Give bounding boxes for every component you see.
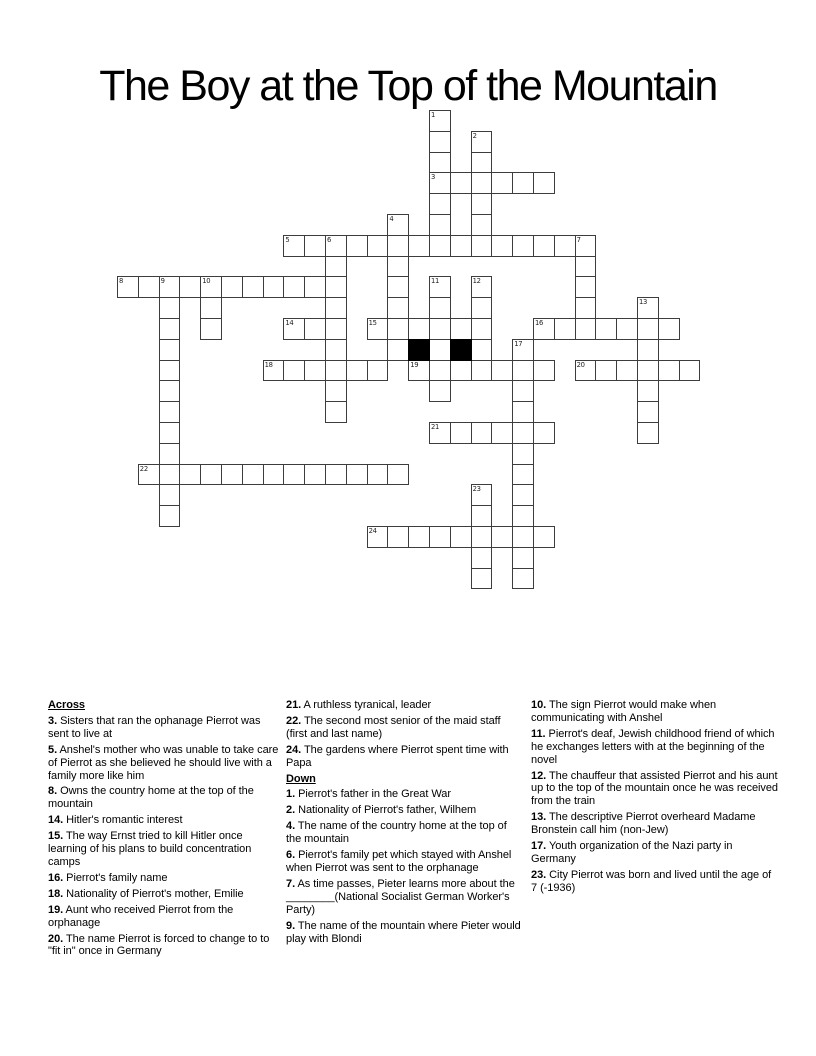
clue-number: 20 — [576, 360, 585, 369]
clue-number: 23. — [531, 868, 547, 881]
grid-cell[interactable] — [575, 276, 597, 298]
grid-cell[interactable] — [512, 464, 534, 486]
clue-number: 14 — [285, 319, 294, 327]
grid-cell[interactable] — [429, 152, 451, 174]
clue-number: 11. — [531, 727, 546, 740]
clue-17: 17. Youth organization of the Nazi party in Germany — [531, 840, 733, 865]
grid-cell[interactable] — [450, 172, 472, 194]
grid-cell[interactable] — [658, 318, 680, 340]
grid-cell[interactable] — [263, 464, 285, 486]
clue-number: 2. — [286, 804, 296, 817]
grid-cell[interactable] — [429, 297, 451, 319]
grid-cell[interactable] — [325, 235, 347, 257]
grid-cell[interactable] — [200, 318, 222, 340]
clue-number: 19 — [410, 360, 419, 369]
grid-cell[interactable] — [533, 235, 555, 257]
grid-cell[interactable] — [159, 505, 181, 527]
grid-cell[interactable] — [637, 380, 659, 402]
clue-22: 22. The second most senior of the maid staff (first and last name) — [286, 714, 501, 740]
grid-cell[interactable] — [367, 464, 389, 486]
down-header: Down — [286, 772, 316, 785]
clue-number: 9 — [160, 277, 165, 286]
clue-19: 19. Aunt who received Pierrot from the orphanage — [48, 903, 234, 929]
grid-cell[interactable] — [159, 318, 181, 340]
puzzle-title: The Boy at the Top of the Mountain — [99, 61, 717, 110]
grid-cell-black — [450, 339, 472, 361]
grid-cell[interactable] — [471, 214, 493, 236]
grid-cell[interactable] — [512, 172, 534, 194]
grid-cell[interactable] — [491, 172, 513, 194]
grid-cell[interactable] — [512, 443, 534, 465]
grid-cell[interactable] — [367, 235, 389, 257]
grid-cell[interactable] — [429, 318, 451, 340]
grid-cell[interactable] — [471, 422, 493, 444]
grid-cell[interactable] — [387, 256, 409, 278]
clue-6: 6. Pierrot's family pet which stayed with Anshel when Pierrot was sent to the orphanage — [286, 849, 512, 874]
grid-cell[interactable] — [408, 360, 430, 382]
grid-cell[interactable] — [325, 360, 347, 382]
grid-cell[interactable] — [637, 422, 659, 444]
clue-number: 15. — [48, 830, 64, 843]
clue-20: 20. The name Pierrot is forced to change to to "fit in" once in Germany — [48, 932, 270, 958]
grid-cell[interactable] — [138, 464, 160, 486]
clue-12: 12. The chauffeur that assisted Pierrot and his aunt up to the top of the mountain once he was received from the train — [531, 769, 778, 808]
clue-16: 16. Pierrot's family name — [48, 871, 168, 884]
clue-number: 6. — [286, 849, 296, 862]
clue-number: 23 — [472, 485, 481, 494]
grid-cell[interactable] — [450, 422, 472, 444]
grid-cell[interactable] — [533, 318, 555, 340]
clue-number: 18. — [48, 887, 64, 900]
grid-cell[interactable] — [429, 380, 451, 402]
grid-cell[interactable] — [159, 360, 181, 382]
grid-cell[interactable] — [346, 235, 368, 257]
clue-number: 8. — [48, 785, 58, 798]
clue-number: 18 — [264, 360, 273, 369]
grid-cell[interactable] — [471, 131, 493, 153]
grid-cell[interactable] — [512, 401, 534, 423]
grid-cell[interactable] — [200, 297, 222, 319]
clue-4: 4. The name of the country home at the top of the mountain — [286, 820, 507, 846]
grid-cell[interactable] — [325, 380, 347, 402]
crossword-grid — [117, 110, 701, 590]
grid-cell[interactable] — [408, 235, 430, 257]
grid-cell[interactable] — [616, 360, 638, 382]
clue-number: 15 — [368, 319, 377, 327]
grid-cell[interactable] — [471, 505, 493, 527]
clue-column-2 — [286, 699, 524, 948]
grid-cell[interactable] — [159, 276, 181, 298]
clue-21: 21. A ruthless tyranical, leader — [286, 699, 432, 711]
grid-cell[interactable] — [679, 360, 701, 382]
grid-cell[interactable] — [387, 235, 409, 257]
grid-cell[interactable] — [471, 297, 493, 319]
grid-cell[interactable] — [575, 318, 597, 340]
grid-cell[interactable] — [637, 297, 659, 319]
clue-number: 3. — [48, 714, 58, 727]
grid-cell[interactable] — [554, 235, 576, 257]
grid-cell[interactable] — [595, 360, 617, 382]
grid-cell[interactable] — [450, 360, 472, 382]
grid-cell[interactable] — [512, 484, 534, 506]
grid-cell[interactable] — [429, 193, 451, 215]
clue-number: 1 — [431, 111, 436, 119]
grid-cell[interactable] — [429, 131, 451, 153]
clue-number: 9. — [286, 919, 296, 932]
clue-3: 3. Sisters that ran the ophanage Pierrot was sent to live at — [48, 714, 261, 740]
grid-cell[interactable] — [159, 380, 181, 402]
grid-cell[interactable] — [616, 318, 638, 340]
clue-number: 22. — [286, 714, 302, 727]
grid-cell[interactable] — [387, 464, 409, 486]
grid-cell[interactable] — [575, 360, 597, 382]
grid-cell[interactable] — [575, 297, 597, 319]
grid-cell[interactable] — [637, 401, 659, 423]
grid-cell[interactable] — [387, 318, 409, 340]
grid-cell[interactable] — [387, 214, 409, 236]
grid-cell[interactable] — [512, 505, 534, 527]
grid-cell[interactable] — [512, 235, 534, 257]
grid-cell[interactable] — [325, 297, 347, 319]
grid-cell[interactable] — [346, 360, 368, 382]
grid-cell[interactable] — [512, 547, 534, 569]
grid-cell[interactable] — [325, 464, 347, 486]
grid-cell[interactable] — [283, 318, 305, 340]
clue-13: 13. The descriptive Pierrot overheard Madame Bronstein call him (non-Jew) — [531, 811, 756, 837]
grid-cell[interactable] — [491, 360, 513, 382]
clue-8: 8. Owns the country home at the top of the mountain — [48, 785, 254, 811]
grid-cell[interactable] — [200, 464, 222, 486]
grid-cell[interactable] — [471, 318, 493, 340]
grid-cell[interactable] — [429, 422, 451, 444]
grid-cell[interactable] — [408, 526, 430, 548]
grid-cell[interactable] — [595, 318, 617, 340]
clue-1: 1. Pierrot's father in the Great War — [286, 788, 451, 801]
grid-cell[interactable] — [512, 568, 534, 590]
clue-number: 4 — [389, 215, 394, 223]
grid-cell[interactable] — [471, 152, 493, 174]
clue-number: 12. — [531, 769, 547, 782]
grid-cell[interactable] — [471, 568, 493, 590]
grid-cell[interactable] — [221, 464, 243, 486]
grid-cell[interactable] — [429, 214, 451, 236]
grid-cell[interactable] — [325, 401, 347, 423]
grid-cell[interactable] — [471, 547, 493, 569]
grid-cell[interactable] — [263, 276, 285, 298]
grid-cell[interactable] — [533, 172, 555, 194]
grid-cell[interactable] — [367, 318, 389, 340]
grid-cell[interactable] — [429, 360, 451, 382]
grid-cell[interactable] — [450, 235, 472, 257]
grid-cell[interactable] — [637, 339, 659, 361]
grid-cell[interactable] — [304, 360, 326, 382]
clue-14: 14. Hitler's romantic interest — [48, 814, 183, 827]
grid-cell[interactable] — [367, 526, 389, 548]
clue-number: 7 — [576, 235, 581, 244]
clue-number: 21 — [431, 423, 440, 431]
grid-cell[interactable] — [325, 276, 347, 298]
grid-cell[interactable] — [304, 276, 326, 298]
clue-number: 16. — [48, 871, 64, 884]
grid-cell[interactable] — [283, 235, 305, 257]
grid-cell[interactable] — [200, 276, 222, 298]
grid-cell[interactable] — [387, 297, 409, 319]
clue-number: 16 — [535, 319, 544, 327]
grid-cell[interactable] — [159, 401, 181, 423]
grid-cell[interactable] — [533, 526, 555, 548]
grid-cell[interactable] — [117, 276, 139, 298]
clue-number: 5 — [285, 235, 290, 244]
grid-cell[interactable] — [263, 360, 285, 382]
clue-number: 2 — [472, 131, 477, 140]
clue-2: 2. Nationality of Pierrot's father, Wilhem — [286, 804, 477, 817]
grid-cell[interactable] — [325, 318, 347, 340]
grid-cell[interactable] — [159, 443, 181, 465]
grid-cell[interactable] — [408, 318, 430, 340]
clue-number: 17. — [531, 840, 547, 853]
grid-cell-black — [408, 339, 430, 361]
grid-cell[interactable] — [429, 172, 451, 194]
grid-cell[interactable] — [159, 484, 181, 506]
grid-cell[interactable] — [637, 318, 659, 340]
grid-cell[interactable] — [179, 276, 201, 298]
grid-cell[interactable] — [242, 464, 264, 486]
clue-7: 7. As time passes, Pieter learns more about the ________(National Socialist German Worker's Party) — [286, 877, 515, 916]
clue-number: 1. — [286, 788, 296, 801]
grid-cell[interactable] — [367, 360, 389, 382]
clue-number: 3 — [431, 173, 436, 182]
grid-cell[interactable] — [512, 360, 534, 382]
clue-24: 24. The gardens where Pierrot spent time with Papa — [286, 743, 509, 769]
grid-cell[interactable] — [450, 318, 472, 340]
grid-cell[interactable] — [159, 422, 181, 444]
grid-cell[interactable] — [575, 235, 597, 257]
clue-9: 9. The name of the mountain where Pieter would play with Blondi — [286, 919, 521, 945]
clue-number: 19. — [48, 903, 64, 916]
clue-number: 24 — [368, 527, 377, 535]
grid-cell[interactable] — [283, 360, 305, 382]
grid-cell[interactable] — [491, 422, 513, 444]
clue-number: 10 — [202, 277, 211, 286]
grid-cell[interactable] — [637, 360, 659, 382]
grid-cell[interactable] — [512, 526, 534, 548]
grid-cell[interactable] — [325, 339, 347, 361]
grid-cell[interactable] — [512, 339, 534, 361]
clue-column-1 — [48, 699, 284, 961]
clue-number: 5. — [48, 743, 58, 756]
grid-cell[interactable] — [325, 256, 347, 278]
grid-cell[interactable] — [471, 193, 493, 215]
grid-cell[interactable] — [242, 276, 264, 298]
grid-cell[interactable] — [554, 318, 576, 340]
clue-5: 5. Anshel's mother who was unable to take care of Pierrot as she believed he should live with a family more like him — [48, 743, 279, 782]
clue-number: 7. — [286, 877, 296, 890]
grid-cell[interactable] — [304, 318, 326, 340]
grid-cell[interactable] — [471, 172, 493, 194]
grid-cell[interactable] — [471, 235, 493, 257]
grid-cell[interactable] — [512, 380, 534, 402]
grid-cell[interactable] — [533, 422, 555, 444]
clue-number: 24. — [286, 743, 302, 756]
clue-11: 11. Pierrot's deaf, Jewish childhood friend of which he exchanges letters with at the beginning of the novel — [531, 727, 775, 766]
grid-cell[interactable] — [159, 464, 181, 486]
clue-number: 13 — [639, 298, 648, 307]
grid-cell[interactable] — [429, 110, 451, 132]
grid-cell[interactable] — [138, 276, 160, 298]
clue-number: 6 — [327, 235, 332, 244]
grid-cell[interactable] — [471, 360, 493, 382]
grid-cell[interactable] — [429, 526, 451, 548]
clue-number: 14. — [48, 814, 64, 827]
grid-cell[interactable] — [304, 235, 326, 257]
clue-column-3 — [531, 699, 779, 898]
grid-cell[interactable] — [429, 276, 451, 298]
grid-cell[interactable] — [221, 276, 243, 298]
grid-cell[interactable] — [471, 276, 493, 298]
grid-cell[interactable] — [533, 360, 555, 382]
grid-cell[interactable] — [387, 276, 409, 298]
grid-cell[interactable] — [450, 526, 472, 548]
grid-cell[interactable] — [429, 339, 451, 361]
grid-cell[interactable] — [387, 526, 409, 548]
clue-number: 12 — [472, 277, 481, 286]
grid-cell[interactable] — [304, 464, 326, 486]
grid-cell[interactable] — [491, 526, 513, 548]
clue-number: 4. — [286, 820, 296, 833]
clue-10: 10. The sign Pierrot would make when communicating with Anshel — [531, 699, 717, 724]
grid-cell[interactable] — [658, 360, 680, 382]
clue-number: 22 — [139, 464, 148, 473]
clue-number: 11 — [431, 277, 440, 286]
across-header: Across — [48, 699, 85, 711]
clue-15: 15. The way Ernst tried to kill Hitler once learning of his plans to build concentration camps — [48, 830, 252, 868]
grid-cell[interactable] — [387, 339, 409, 361]
clue-number: 8 — [119, 277, 124, 286]
clue-number: 20. — [48, 932, 64, 945]
clue-18: 18. Nationality of Pierrot's mother, Emilie — [48, 887, 244, 900]
grid-cell[interactable] — [159, 297, 181, 319]
grid-cell[interactable] — [471, 339, 493, 361]
grid-cell[interactable] — [471, 526, 493, 548]
grid-cell[interactable] — [179, 464, 201, 486]
grid-cell[interactable] — [471, 484, 493, 506]
grid-cell[interactable] — [512, 422, 534, 444]
grid-cell[interactable] — [283, 276, 305, 298]
clue-23: 23. City Pierrot was born and lived until the age of 7 (-1936) — [531, 868, 772, 894]
grid-cell[interactable] — [159, 339, 181, 361]
clue-number: 10. — [531, 699, 547, 711]
clue-number: 17 — [514, 339, 523, 348]
grid-cell[interactable] — [429, 235, 451, 257]
grid-cell[interactable] — [346, 464, 368, 486]
grid-cell[interactable] — [575, 256, 597, 278]
grid-cell[interactable] — [283, 464, 305, 486]
clue-number: 13. — [531, 811, 547, 824]
grid-cell[interactable] — [491, 235, 513, 257]
clue-number: 21. — [286, 699, 302, 711]
